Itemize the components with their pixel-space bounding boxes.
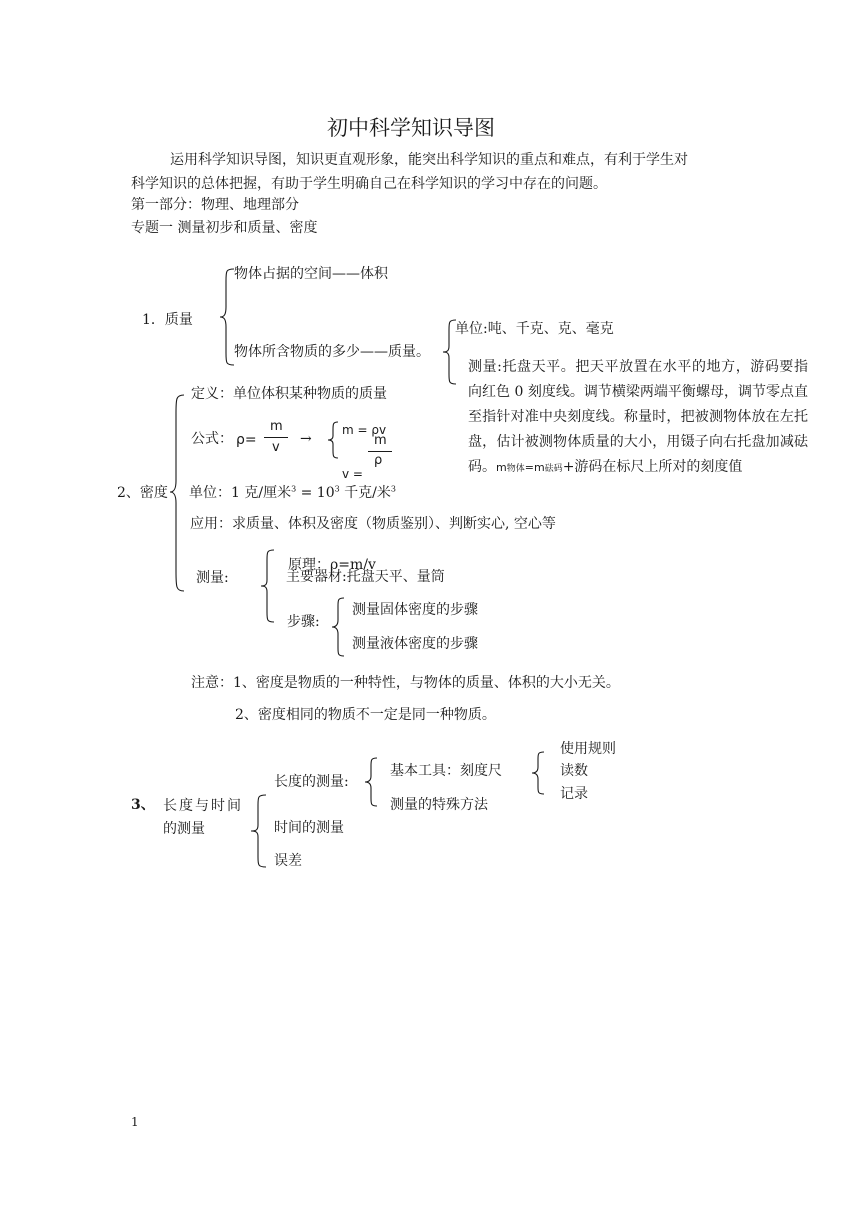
length-measure-brace xyxy=(363,756,381,808)
mass-measure-block xyxy=(468,355,808,482)
length-brace xyxy=(248,793,270,869)
length-special-method: 测量的特殊方法 xyxy=(390,797,488,813)
density-label: 2、密度 xyxy=(117,485,168,501)
intro-line-1: 运用科学知识导图，知识更直观形象，能突出科学知识的重点和难点，有利于学生对 xyxy=(170,152,688,168)
mass-formula-tail: +游码在标尺上所对的刻度值 xyxy=(562,459,743,475)
density-note-2: 2、密度相同的物质不一定是同一种物质。 xyxy=(235,707,496,723)
density-derived-clip xyxy=(324,418,404,481)
mass-formula-eq: =m xyxy=(524,461,545,474)
density-derived-mass: m = ρv xyxy=(342,423,387,437)
density-steps-label: 步骤: xyxy=(287,614,320,630)
density-application: 应用：求质量、体积及密度（物质鉴别）、判断实心, 空心等 xyxy=(190,516,556,532)
length-measure: 长度的测量: xyxy=(274,774,349,790)
mass-measure-text: 把天平放置在水平的地方，游码要指向红色 0 刻度线。调节横梁两端平衡螺母，调节零点直至指针对准中央刻度线。称量时，把被测物体放在左托盘，估计被测物体质量的大小，用镊子向右托盘加减砝码。 xyxy=(468,359,809,475)
density-formula-label: 公式： xyxy=(191,431,233,447)
density-derived-brace xyxy=(326,420,342,460)
density-note-1: 注意：1、密度是物质的一种特性，与物体的质量、体积的大小无关。 xyxy=(191,675,620,691)
length-section-number: 3、 xyxy=(131,797,155,813)
density-formula-rho: ρ= xyxy=(236,432,257,448)
density-step-solid: 测量固体密度的步骤 xyxy=(352,602,478,618)
density-principle: 原理：ρ=m/v xyxy=(288,557,376,573)
density-equipment: 主要器材:托盘天平、量筒 xyxy=(286,569,445,585)
ruler-rule-use: 使用规则 xyxy=(560,741,616,757)
density-frac-numerator: m xyxy=(270,419,283,434)
density-principle-clip xyxy=(288,556,408,573)
part-heading: 第一部分：物理、地理部分 xyxy=(131,197,299,213)
mass-formula-m: m xyxy=(496,461,507,474)
topic-heading: 专题一 测量初步和质量、密度 xyxy=(131,220,318,236)
density-brace xyxy=(168,393,188,593)
mass-matter-amount: 物体所含物质的多少——质量。 xyxy=(234,344,430,360)
density-measure-brace xyxy=(258,548,278,624)
mass-space-volume: 物体占据的空间——体积 xyxy=(234,266,388,282)
page-title: 初中科学知识导图 xyxy=(327,116,495,140)
length-basic-tool: 基本工具：刻度尺 xyxy=(390,763,502,779)
density-derived-volume: v = xyxy=(342,467,363,481)
density-frac-line xyxy=(264,437,288,438)
density-unit: 单位：1 克/厘米$^3 = 10^3$ 千克/米$^3$ xyxy=(189,484,396,501)
intro-line-2: 科学知识的总体把握，有助于学生明确自己在科学知识的学习中存在的问题。 xyxy=(131,176,607,192)
measurement-error: 误差 xyxy=(274,853,302,869)
mass-unit: 单位:吨、千克、克、毫克 xyxy=(455,321,614,337)
mass-measure-head: 测量:托盘天平。 xyxy=(468,359,576,375)
mass-formula-sub-object: 物体 xyxy=(506,464,525,474)
length-section-label-2: 的测量 xyxy=(163,821,205,837)
ruler-rule-record: 记录 xyxy=(560,786,588,802)
density-measure-label: 测量: xyxy=(196,570,229,586)
page-number: 1 xyxy=(131,1115,139,1129)
ruler-rule-read: 读数 xyxy=(560,763,588,779)
density-step-liquid: 测量液体密度的步骤 xyxy=(352,636,478,652)
density-definition: 定义：单位体积某种物质的质量 xyxy=(191,386,387,402)
ruler-rules-brace xyxy=(530,750,548,796)
time-measure: 时间的测量 xyxy=(274,820,344,836)
density-arrow: → xyxy=(300,431,312,447)
mass-formula-sub-weights: 砝码 xyxy=(544,464,563,474)
density-steps-brace xyxy=(330,596,348,658)
density-frac-denominator: v xyxy=(272,440,280,455)
density-derived-2-den: ρ xyxy=(374,453,383,468)
mass-label: 1．质量 xyxy=(142,312,193,328)
length-section-label-1: 长度与时间 xyxy=(163,798,243,814)
density-derived-2-num: m xyxy=(374,433,387,448)
